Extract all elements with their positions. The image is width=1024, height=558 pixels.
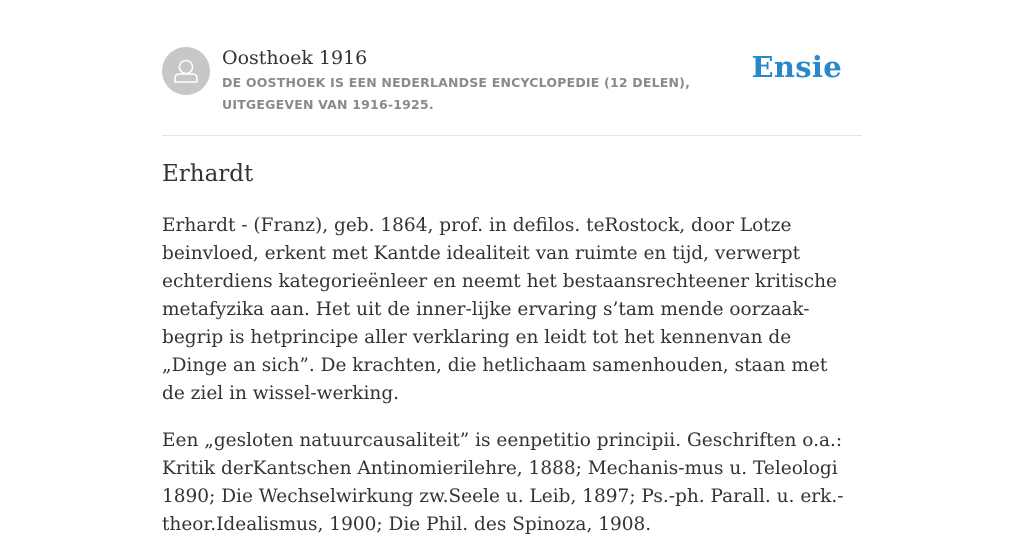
article-title: Erhardt <box>162 161 254 187</box>
source-title[interactable]: Oosthoek 1916 <box>222 47 368 69</box>
article-paragraph: Erhardt - (Franz), geb. 1864, prof. in defilos. teRostock, door Lotze beinvloed, erkent met Kantde idealiteit van ruimte en tijd, verwerpt echterdiens kategorieënleer en neemt het bestaansrechteener kritische metafyzika aan. Het uit de inner-lijke ervaring s’tam mende oorzaak-begrip is hetprincipe aller verklaring en leidt tot het kennenvan de „Dinge an sich”. De krachten, die hetlichaam samenhouden, staan met de ziel in wissel-werking. <box>162 215 837 404</box>
avatar[interactable] <box>162 47 210 95</box>
source-header <box>162 46 862 116</box>
article-body <box>162 212 852 558</box>
header-divider <box>162 135 862 136</box>
source-description: DE OOSTHOEK IS EEN NEDERLANDSE ENCYCLOPEDIE (12 DELEN), UITGEGEVEN VAN 1916-1925. <box>222 75 691 112</box>
article-paragraph: Een „gesloten natuurcausaliteit” is eenpetitio principii. Geschriften o.a.: Kritik derKantschen Antinomierilehre, 1888; Mechanis-mus u. Teleologi 1890; Die Wechselwirkung zw.Seele u. Leib, 1897; Ps.-ph. Parall. u. erk.-theor.Idealismus, 1900; Die Phil. des Spinoza, 1908. <box>162 430 844 535</box>
user-icon <box>162 47 210 95</box>
brand-logo[interactable]: Ensie <box>751 50 842 84</box>
